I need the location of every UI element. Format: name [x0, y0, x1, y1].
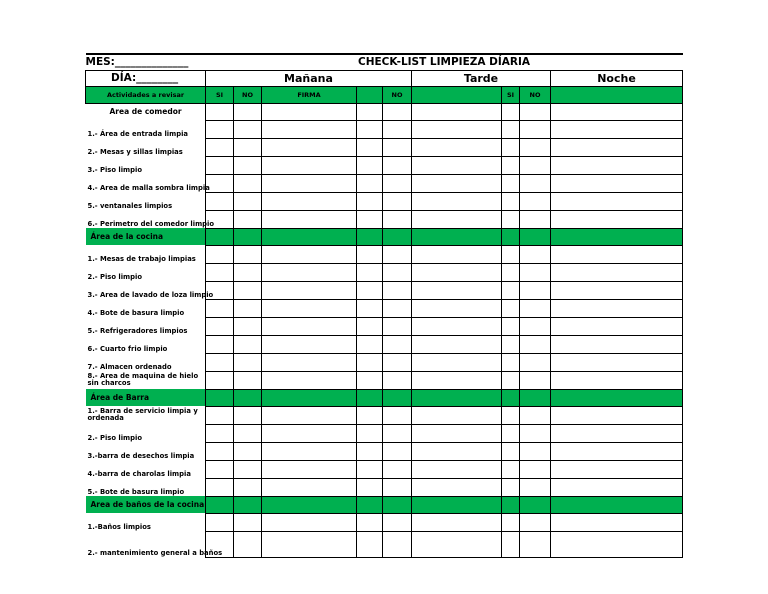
check-cell-firma-tarde[interactable] — [412, 406, 502, 424]
check-cell-firma-tarde[interactable] — [412, 281, 502, 299]
check-cell-firma-noche[interactable] — [551, 317, 683, 335]
check-cell-firma-manana[interactable] — [262, 263, 357, 281]
check-cell-firma-tarde[interactable] — [412, 156, 502, 174]
checklist-body — [86, 54, 683, 557]
section-cell-no-manana — [234, 228, 262, 245]
check-cell-firma-tarde[interactable] — [412, 210, 502, 228]
section-cell-si-tarde — [357, 389, 383, 406]
checklist-table — [85, 53, 683, 558]
check-cell-si-tarde[interactable] — [357, 138, 383, 156]
check-cell-firma-manana[interactable] — [262, 317, 357, 335]
check-cell-si-manana[interactable] — [206, 353, 234, 371]
column-header-si-manana: SI — [206, 86, 234, 103]
check-cell-no-manana[interactable] — [234, 156, 262, 174]
check-cell-no-manana[interactable] — [234, 478, 262, 496]
check-cell-no-noche[interactable] — [520, 192, 551, 210]
activity-label: 5.- Bote de basura limpio — [87, 488, 185, 496]
check-cell-si-tarde[interactable] — [357, 460, 383, 478]
section-title: Area de baños de la cocina — [86, 496, 206, 513]
check-cell-firma-noche[interactable] — [551, 442, 683, 460]
activity-label: 2.- Piso limpio — [87, 273, 142, 281]
check-cell-no-tarde[interactable] — [383, 192, 412, 210]
check-cell-firma-tarde[interactable] — [412, 513, 502, 531]
activity-label: 3.- Piso limpio — [87, 166, 142, 174]
activity-label: 1.- Mesas de trabajo limpias — [87, 255, 196, 263]
check-cell-firma-manana[interactable] — [262, 210, 357, 228]
check-cell-no-tarde[interactable] — [383, 120, 412, 138]
section-cell-no-manana — [234, 389, 262, 406]
check-cell-si-tarde[interactable] — [357, 245, 383, 263]
check-cell-si-noche[interactable] — [502, 174, 520, 192]
check-cell-si-tarde[interactable] — [357, 335, 383, 353]
section-cell-firma-noche — [551, 228, 683, 245]
check-cell-firma-manana[interactable] — [262, 174, 357, 192]
table-row — [86, 120, 683, 138]
check-cell-firma-tarde[interactable] — [412, 442, 502, 460]
check-cell-firma-tarde[interactable] — [412, 245, 502, 263]
activity-label: 1.-Baños limpios — [87, 523, 151, 531]
check-cell-si-manana[interactable] — [206, 120, 234, 138]
check-cell-firma-noche[interactable] — [551, 210, 683, 228]
shift-tarde: Tarde — [412, 70, 551, 86]
section-cell-si-noche — [502, 228, 520, 245]
check-cell-firma-noche[interactable] — [551, 120, 683, 138]
check-cell-no-manana[interactable] — [234, 335, 262, 353]
section-cell-si-tarde — [357, 103, 383, 120]
check-cell-no-tarde[interactable] — [383, 335, 412, 353]
check-cell-no-tarde[interactable] — [383, 317, 412, 335]
section-cell-no-noche — [520, 496, 551, 513]
section-row — [86, 389, 683, 406]
check-cell-si-tarde[interactable] — [357, 192, 383, 210]
check-cell-firma-manana[interactable] — [262, 299, 357, 317]
checklist-sheet — [85, 53, 682, 558]
check-cell-firma-manana[interactable] — [262, 478, 357, 496]
table-row — [86, 317, 683, 335]
activity-label: 4.- Bote de basura limpio — [87, 309, 185, 317]
check-cell-firma-tarde[interactable] — [412, 424, 502, 442]
table-row — [86, 478, 683, 496]
check-cell-no-manana[interactable] — [234, 406, 262, 424]
check-cell-no-manana[interactable] — [234, 371, 262, 389]
section-cell-no-noche — [520, 103, 551, 120]
check-cell-no-noche[interactable] — [520, 210, 551, 228]
section-cell-no-tarde — [383, 228, 412, 245]
check-cell-si-noche[interactable] — [502, 192, 520, 210]
column-header-firma-manana: FIRMA — [262, 86, 357, 103]
check-cell-firma-manana[interactable] — [262, 353, 357, 371]
check-cell-si-manana[interactable] — [206, 245, 234, 263]
section-cell-si-tarde — [357, 228, 383, 245]
check-cell-firma-noche[interactable] — [551, 263, 683, 281]
check-cell-si-manana[interactable] — [206, 335, 234, 353]
check-cell-no-noche[interactable] — [520, 353, 551, 371]
check-cell-no-manana[interactable] — [234, 299, 262, 317]
section-cell-firma-noche — [551, 389, 683, 406]
check-cell-firma-manana[interactable] — [262, 138, 357, 156]
shift-noche: Noche — [551, 70, 683, 86]
check-cell-firma-noche[interactable] — [551, 138, 683, 156]
section-cell-firma-manana — [262, 103, 357, 120]
check-cell-si-manana[interactable] — [206, 299, 234, 317]
check-cell-firma-noche[interactable] — [551, 174, 683, 192]
check-cell-no-tarde[interactable] — [383, 531, 412, 557]
table-row — [86, 263, 683, 281]
check-cell-no-manana[interactable] — [234, 210, 262, 228]
check-cell-si-manana[interactable] — [206, 406, 234, 424]
section-cell-si-manana — [206, 228, 234, 245]
check-cell-firma-tarde[interactable] — [412, 138, 502, 156]
check-cell-si-tarde[interactable] — [357, 406, 383, 424]
section-row — [86, 496, 683, 513]
check-cell-no-tarde[interactable] — [383, 210, 412, 228]
check-cell-si-tarde[interactable] — [357, 263, 383, 281]
check-cell-si-manana[interactable] — [206, 263, 234, 281]
check-cell-si-noche[interactable] — [502, 263, 520, 281]
section-cell-si-manana — [206, 389, 234, 406]
activity-label: 3.-barra de desechos limpia — [87, 452, 195, 460]
table-row — [86, 192, 683, 210]
check-cell-no-manana[interactable] — [234, 192, 262, 210]
check-cell-si-noche[interactable] — [502, 460, 520, 478]
check-cell-firma-noche[interactable] — [551, 299, 683, 317]
day-label: DÍA:________ — [86, 70, 206, 86]
check-cell-no-tarde[interactable] — [383, 263, 412, 281]
check-cell-si-tarde[interactable] — [357, 317, 383, 335]
column-header-firma-noche — [551, 86, 683, 103]
activity-label: 8.- Area de maquina de hielo sin charcos — [87, 372, 199, 387]
column-header-firma-tarde — [412, 86, 502, 103]
check-cell-firma-tarde[interactable] — [412, 174, 502, 192]
check-cell-no-noche[interactable] — [520, 478, 551, 496]
activity-label: 5.- ventanales limpios — [87, 202, 173, 210]
table-row — [86, 210, 683, 228]
check-cell-no-noche[interactable] — [520, 263, 551, 281]
activity-label: 6.- Perimetro del comedor limpio — [87, 220, 215, 228]
section-title: Area de comedor — [109, 107, 182, 117]
section-cell-si-tarde — [357, 496, 383, 513]
check-cell-firma-noche[interactable] — [551, 478, 683, 496]
check-cell-firma-manana[interactable] — [262, 513, 357, 531]
check-cell-si-manana[interactable] — [206, 156, 234, 174]
check-cell-si-manana[interactable] — [206, 460, 234, 478]
table-row — [86, 335, 683, 353]
check-cell-no-noche[interactable] — [520, 371, 551, 389]
table-row — [86, 371, 683, 389]
check-cell-si-tarde[interactable] — [357, 478, 383, 496]
page-title: CHECK-LIST LIMPIEZA DÍARIA — [206, 54, 683, 70]
check-cell-no-noche[interactable] — [520, 245, 551, 263]
check-cell-si-noche[interactable] — [502, 210, 520, 228]
check-cell-si-tarde[interactable] — [357, 531, 383, 557]
check-cell-no-noche[interactable] — [520, 281, 551, 299]
activity-label: 4.-barra de charolas limpia — [87, 470, 191, 478]
activity-label: 4.- Area de malla sombra limpia — [87, 184, 210, 192]
check-cell-firma-manana[interactable] — [262, 335, 357, 353]
check-cell-firma-tarde[interactable] — [412, 192, 502, 210]
table-row — [86, 531, 683, 557]
section-cell-si-manana — [206, 103, 234, 120]
section-cell-si-noche — [502, 103, 520, 120]
check-cell-firma-manana[interactable] — [262, 156, 357, 174]
check-cell-firma-tarde[interactable] — [412, 460, 502, 478]
check-cell-firma-tarde[interactable] — [412, 120, 502, 138]
check-cell-si-manana[interactable] — [206, 478, 234, 496]
check-cell-si-manana[interactable] — [206, 424, 234, 442]
check-cell-no-noche[interactable] — [520, 174, 551, 192]
month-label: MES:______________ — [86, 54, 206, 70]
shift-manana: Mañana — [206, 70, 412, 86]
check-cell-si-noche[interactable] — [502, 424, 520, 442]
column-header-activities: Actividades a revisar — [86, 86, 206, 103]
check-cell-firma-tarde[interactable] — [412, 531, 502, 557]
check-cell-firma-noche[interactable] — [551, 371, 683, 389]
check-cell-firma-manana[interactable] — [262, 460, 357, 478]
check-cell-si-manana[interactable] — [206, 192, 234, 210]
section-cell-si-noche — [502, 496, 520, 513]
check-cell-firma-noche[interactable] — [551, 281, 683, 299]
check-cell-si-noche[interactable] — [502, 478, 520, 496]
check-cell-si-manana[interactable] — [206, 317, 234, 335]
check-cell-si-noche[interactable] — [502, 513, 520, 531]
check-cell-firma-manana[interactable] — [262, 245, 357, 263]
section-cell-no-tarde — [383, 389, 412, 406]
check-cell-no-noche[interactable] — [520, 406, 551, 424]
check-cell-firma-manana[interactable] — [262, 531, 357, 557]
check-cell-firma-tarde[interactable] — [412, 263, 502, 281]
check-cell-si-tarde[interactable] — [357, 156, 383, 174]
check-cell-no-noche[interactable] — [520, 442, 551, 460]
table-row — [86, 513, 683, 531]
check-cell-firma-noche[interactable] — [551, 192, 683, 210]
check-cell-si-noche[interactable] — [502, 531, 520, 557]
check-cell-firma-tarde[interactable] — [412, 335, 502, 353]
check-cell-no-noche[interactable] — [520, 138, 551, 156]
column-header-si-tarde — [357, 86, 383, 103]
check-cell-si-tarde[interactable] — [357, 513, 383, 531]
section-cell-firma-manana — [262, 228, 357, 245]
check-cell-firma-noche[interactable] — [551, 460, 683, 478]
check-cell-si-noche[interactable] — [502, 317, 520, 335]
table-row — [86, 245, 683, 263]
check-cell-firma-noche[interactable] — [551, 406, 683, 424]
check-cell-no-manana[interactable] — [234, 263, 262, 281]
check-cell-firma-tarde[interactable] — [412, 299, 502, 317]
table-row — [86, 174, 683, 192]
check-cell-firma-manana[interactable] — [262, 192, 357, 210]
section-row — [86, 103, 683, 120]
check-cell-firma-manana[interactable] — [262, 281, 357, 299]
table-row — [86, 281, 683, 299]
table-row — [86, 138, 683, 156]
check-cell-si-noche[interactable] — [502, 406, 520, 424]
check-cell-no-tarde[interactable] — [383, 245, 412, 263]
check-cell-no-tarde[interactable] — [383, 478, 412, 496]
check-cell-no-noche[interactable] — [520, 424, 551, 442]
section-cell-si-manana — [206, 496, 234, 513]
activity-label: 3.- Area de lavado de loza limpio — [87, 291, 214, 299]
check-cell-no-tarde[interactable] — [383, 424, 412, 442]
column-header-no-noche: NO — [520, 86, 551, 103]
check-cell-no-tarde[interactable] — [383, 353, 412, 371]
section-cell-no-manana — [234, 103, 262, 120]
section-cell-no-tarde — [383, 496, 412, 513]
check-cell-no-tarde[interactable] — [383, 138, 412, 156]
check-cell-no-tarde[interactable] — [383, 281, 412, 299]
check-cell-si-manana[interactable] — [206, 371, 234, 389]
check-cell-no-noche[interactable] — [520, 299, 551, 317]
check-cell-firma-noche[interactable] — [551, 156, 683, 174]
check-cell-si-tarde[interactable] — [357, 299, 383, 317]
check-cell-no-manana[interactable] — [234, 281, 262, 299]
check-cell-si-noche[interactable] — [502, 245, 520, 263]
check-cell-si-tarde[interactable] — [357, 281, 383, 299]
check-cell-no-tarde[interactable] — [383, 442, 412, 460]
section-cell-firma-tarde — [412, 103, 502, 120]
section-cell-firma-tarde — [412, 496, 502, 513]
check-cell-si-noche[interactable] — [502, 442, 520, 460]
check-cell-si-noche[interactable] — [502, 353, 520, 371]
table-row — [86, 460, 683, 478]
activity-label: 1.- Área de entrada limpia — [87, 130, 188, 138]
check-cell-no-manana[interactable] — [234, 513, 262, 531]
check-cell-si-noche[interactable] — [502, 156, 520, 174]
check-cell-no-manana[interactable] — [234, 460, 262, 478]
section-cell-no-manana — [234, 496, 262, 513]
table-row — [86, 442, 683, 460]
section-cell-firma-noche — [551, 103, 683, 120]
section-title: Área de la cocina — [86, 228, 206, 245]
column-header-si-noche: SI — [502, 86, 520, 103]
check-cell-firma-tarde[interactable] — [412, 317, 502, 335]
check-cell-no-noche[interactable] — [520, 317, 551, 335]
check-cell-firma-manana[interactable] — [262, 424, 357, 442]
check-cell-firma-noche[interactable] — [551, 353, 683, 371]
check-cell-firma-manana[interactable] — [262, 406, 357, 424]
check-cell-firma-manana[interactable] — [262, 371, 357, 389]
check-cell-si-noche[interactable] — [502, 371, 520, 389]
activity-label: 6.- Cuarto frio limpio — [87, 345, 168, 353]
check-cell-no-noche[interactable] — [520, 531, 551, 557]
activity-label: 1.- Barra de servicio limpia y ordenada — [87, 407, 198, 422]
check-cell-no-noche[interactable] — [520, 513, 551, 531]
check-cell-no-manana[interactable] — [234, 442, 262, 460]
check-cell-no-manana[interactable] — [234, 120, 262, 138]
section-cell-firma-manana — [262, 496, 357, 513]
table-row — [86, 406, 683, 424]
check-cell-firma-noche[interactable] — [551, 335, 683, 353]
check-cell-si-tarde[interactable] — [357, 424, 383, 442]
section-cell-firma-noche — [551, 496, 683, 513]
check-cell-no-noche[interactable] — [520, 335, 551, 353]
check-cell-firma-manana[interactable] — [262, 442, 357, 460]
check-cell-no-manana[interactable] — [234, 353, 262, 371]
activity-label: 7.- Almacen ordenado — [87, 363, 172, 371]
section-title: Área de Barra — [86, 389, 206, 406]
check-cell-firma-noche[interactable] — [551, 245, 683, 263]
check-cell-no-tarde[interactable] — [383, 156, 412, 174]
check-cell-firma-tarde[interactable] — [412, 353, 502, 371]
check-cell-si-noche[interactable] — [502, 281, 520, 299]
check-cell-si-noche[interactable] — [502, 138, 520, 156]
activity-label: 2.- Mesas y sillas limpias — [87, 148, 183, 156]
check-cell-no-noche[interactable] — [520, 460, 551, 478]
check-cell-firma-tarde[interactable] — [412, 478, 502, 496]
activity-label: 2.- Piso limpio — [87, 434, 142, 442]
check-cell-no-tarde[interactable] — [383, 513, 412, 531]
check-cell-no-manana[interactable] — [234, 245, 262, 263]
column-header-no-tarde: NO — [383, 86, 412, 103]
check-cell-no-manana[interactable] — [234, 138, 262, 156]
check-cell-no-tarde[interactable] — [383, 299, 412, 317]
check-cell-no-noche[interactable] — [520, 120, 551, 138]
check-cell-si-tarde[interactable] — [357, 174, 383, 192]
check-cell-no-manana[interactable] — [234, 424, 262, 442]
check-cell-firma-manana[interactable] — [262, 120, 357, 138]
section-row — [86, 228, 683, 245]
check-cell-si-noche[interactable] — [502, 120, 520, 138]
check-cell-si-tarde[interactable] — [357, 120, 383, 138]
activity-label: 2.- mantenimiento general a baños — [87, 549, 223, 557]
section-cell-no-tarde — [383, 103, 412, 120]
check-cell-si-tarde[interactable] — [357, 442, 383, 460]
check-cell-si-noche[interactable] — [502, 335, 520, 353]
section-cell-si-noche — [502, 389, 520, 406]
check-cell-no-manana[interactable] — [234, 317, 262, 335]
check-cell-firma-tarde[interactable] — [412, 371, 502, 389]
check-cell-si-manana[interactable] — [206, 138, 234, 156]
table-row — [86, 299, 683, 317]
activity-label: 5.- Refrigeradores limpios — [87, 327, 188, 335]
section-cell-firma-tarde — [412, 389, 502, 406]
table-row — [86, 424, 683, 442]
section-cell-firma-manana — [262, 389, 357, 406]
check-cell-no-noche[interactable] — [520, 156, 551, 174]
check-cell-si-tarde[interactable] — [357, 353, 383, 371]
table-row — [86, 353, 683, 371]
section-cell-no-noche — [520, 228, 551, 245]
check-cell-no-manana[interactable] — [234, 174, 262, 192]
check-cell-no-tarde[interactable] — [383, 174, 412, 192]
check-cell-no-tarde[interactable] — [383, 406, 412, 424]
section-cell-no-noche — [520, 389, 551, 406]
check-cell-si-manana[interactable] — [206, 513, 234, 531]
check-cell-si-tarde[interactable] — [357, 371, 383, 389]
check-cell-no-manana[interactable] — [234, 531, 262, 557]
section-cell-firma-tarde — [412, 228, 502, 245]
check-cell-si-manana[interactable] — [206, 442, 234, 460]
check-cell-firma-noche[interactable] — [551, 424, 683, 442]
check-cell-firma-noche[interactable] — [551, 513, 683, 531]
check-cell-no-tarde[interactable] — [383, 460, 412, 478]
table-row — [86, 156, 683, 174]
check-cell-firma-noche[interactable] — [551, 531, 683, 557]
column-header-no-manana: NO — [234, 86, 262, 103]
check-cell-si-noche[interactable] — [502, 299, 520, 317]
check-cell-si-tarde[interactable] — [357, 210, 383, 228]
check-cell-no-tarde[interactable] — [383, 371, 412, 389]
